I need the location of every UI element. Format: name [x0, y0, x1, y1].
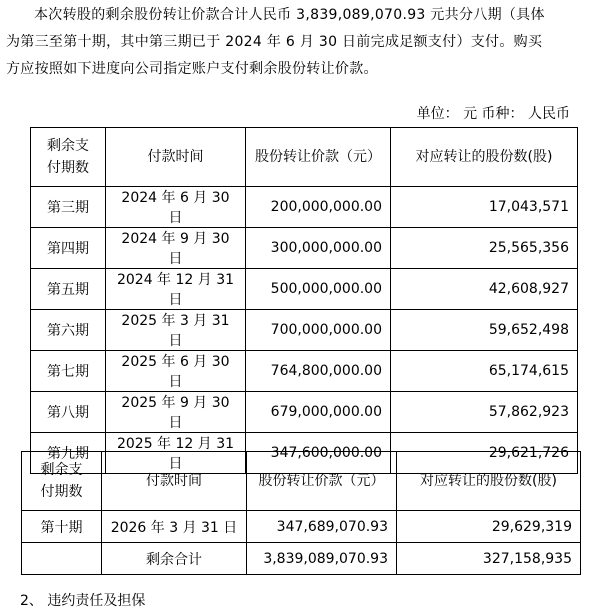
cell-price: 679,000,000.00 [246, 392, 391, 433]
cell-shares: 25,565,356 [391, 228, 578, 269]
cell-period: 第六期 [31, 310, 106, 351]
cell-date: 2026 年 3 月 31 日 [102, 511, 247, 543]
cell-price: 500,000,000.00 [246, 269, 391, 310]
section-heading-cut: 2、 违约责任及担保 [20, 593, 146, 609]
header-price: 股份转让价款（元） [246, 128, 391, 187]
cell-period: 第三期 [31, 187, 106, 228]
cell-period: 第九期 [31, 433, 106, 474]
table-header-row [22, 452, 581, 511]
header-date: 付款时间 [102, 452, 247, 511]
cell-date: 2025 年 9 月 30 日 [106, 392, 246, 433]
total-row [22, 543, 581, 575]
cell-shares: 29,629,319 [397, 511, 581, 543]
intro-line-2: 为第三至第十期，其中第三期已于 2024 年 6 月 30 日前完成足额支付）支付。购买 [6, 34, 543, 50]
cell-price: 200,000,000.00 [246, 187, 391, 228]
intro-paragraph [6, 2, 596, 83]
table-header-row [31, 128, 578, 187]
header-price: 股份转让价款（元） [247, 452, 397, 511]
unit-currency-line: 单位： 元 币种： 人民币 [416, 106, 570, 122]
table-row [31, 392, 578, 433]
cell-price: 300,000,000.00 [246, 228, 391, 269]
table-row [31, 310, 578, 351]
cell-price: 700,000,000.00 [246, 310, 391, 351]
header-shares: 对应转让的股份数(股) [397, 452, 581, 511]
cell-date: 2025 年 3 月 31 日 [106, 310, 246, 351]
cell-period: 第五期 [31, 269, 106, 310]
cell-shares: 59,652,498 [391, 310, 578, 351]
header-period: 剩余支付期数 [22, 452, 102, 511]
table-row [31, 269, 578, 310]
cell-shares: 29,621,726 [391, 433, 578, 474]
cell-price: 764,800,000.00 [246, 351, 391, 392]
table-row [31, 351, 578, 392]
cell-total-label: 剩余合计 [102, 543, 247, 575]
payment-schedule-table-continued [21, 451, 581, 575]
header-period: 剩余支付期数 [31, 128, 106, 187]
cell-shares: 57,862,923 [391, 392, 578, 433]
cell-period: 第八期 [31, 392, 106, 433]
cell-period: 第四期 [31, 228, 106, 269]
cell-date: 2024 年 12 月 31 日 [106, 269, 246, 310]
cell-shares: 42,608,927 [391, 269, 578, 310]
cell-date: 2024 年 9 月 30 日 [106, 228, 246, 269]
intro-line-3: 方应按照如下进度向公司指定账户支付剩余股份转让价款。 [6, 61, 378, 77]
cell-period: 第七期 [31, 351, 106, 392]
cell-date: 2025 年 12 月 31 日 [106, 433, 246, 474]
cell-price: 347,600,000.00 [246, 433, 391, 474]
cell-period: 第十期 [22, 511, 102, 543]
cell-price: 347,689,070.93 [247, 511, 397, 543]
table-row [31, 228, 578, 269]
header-date: 付款时间 [106, 128, 246, 187]
cell-date: 2024 年 6 月 30 日 [106, 187, 246, 228]
cell-shares: 65,174,615 [391, 351, 578, 392]
cell-date: 2025 年 6 月 30 日 [106, 351, 246, 392]
payment-schedule-table [30, 127, 578, 474]
cell-total-shares: 327,158,935 [397, 543, 581, 575]
header-shares: 对应转让的股份数(股) [391, 128, 578, 187]
cell-empty [22, 543, 102, 575]
intro-line-1: 本次转股的剩余股份转让价款合计人民币 3,839,089,070.93 元共分八期（具体 [34, 7, 545, 23]
cell-total-price: 3,839,089,070.93 [247, 543, 397, 575]
table-row [22, 511, 581, 543]
cell-shares: 17,043,571 [391, 187, 578, 228]
table-row [31, 187, 578, 228]
